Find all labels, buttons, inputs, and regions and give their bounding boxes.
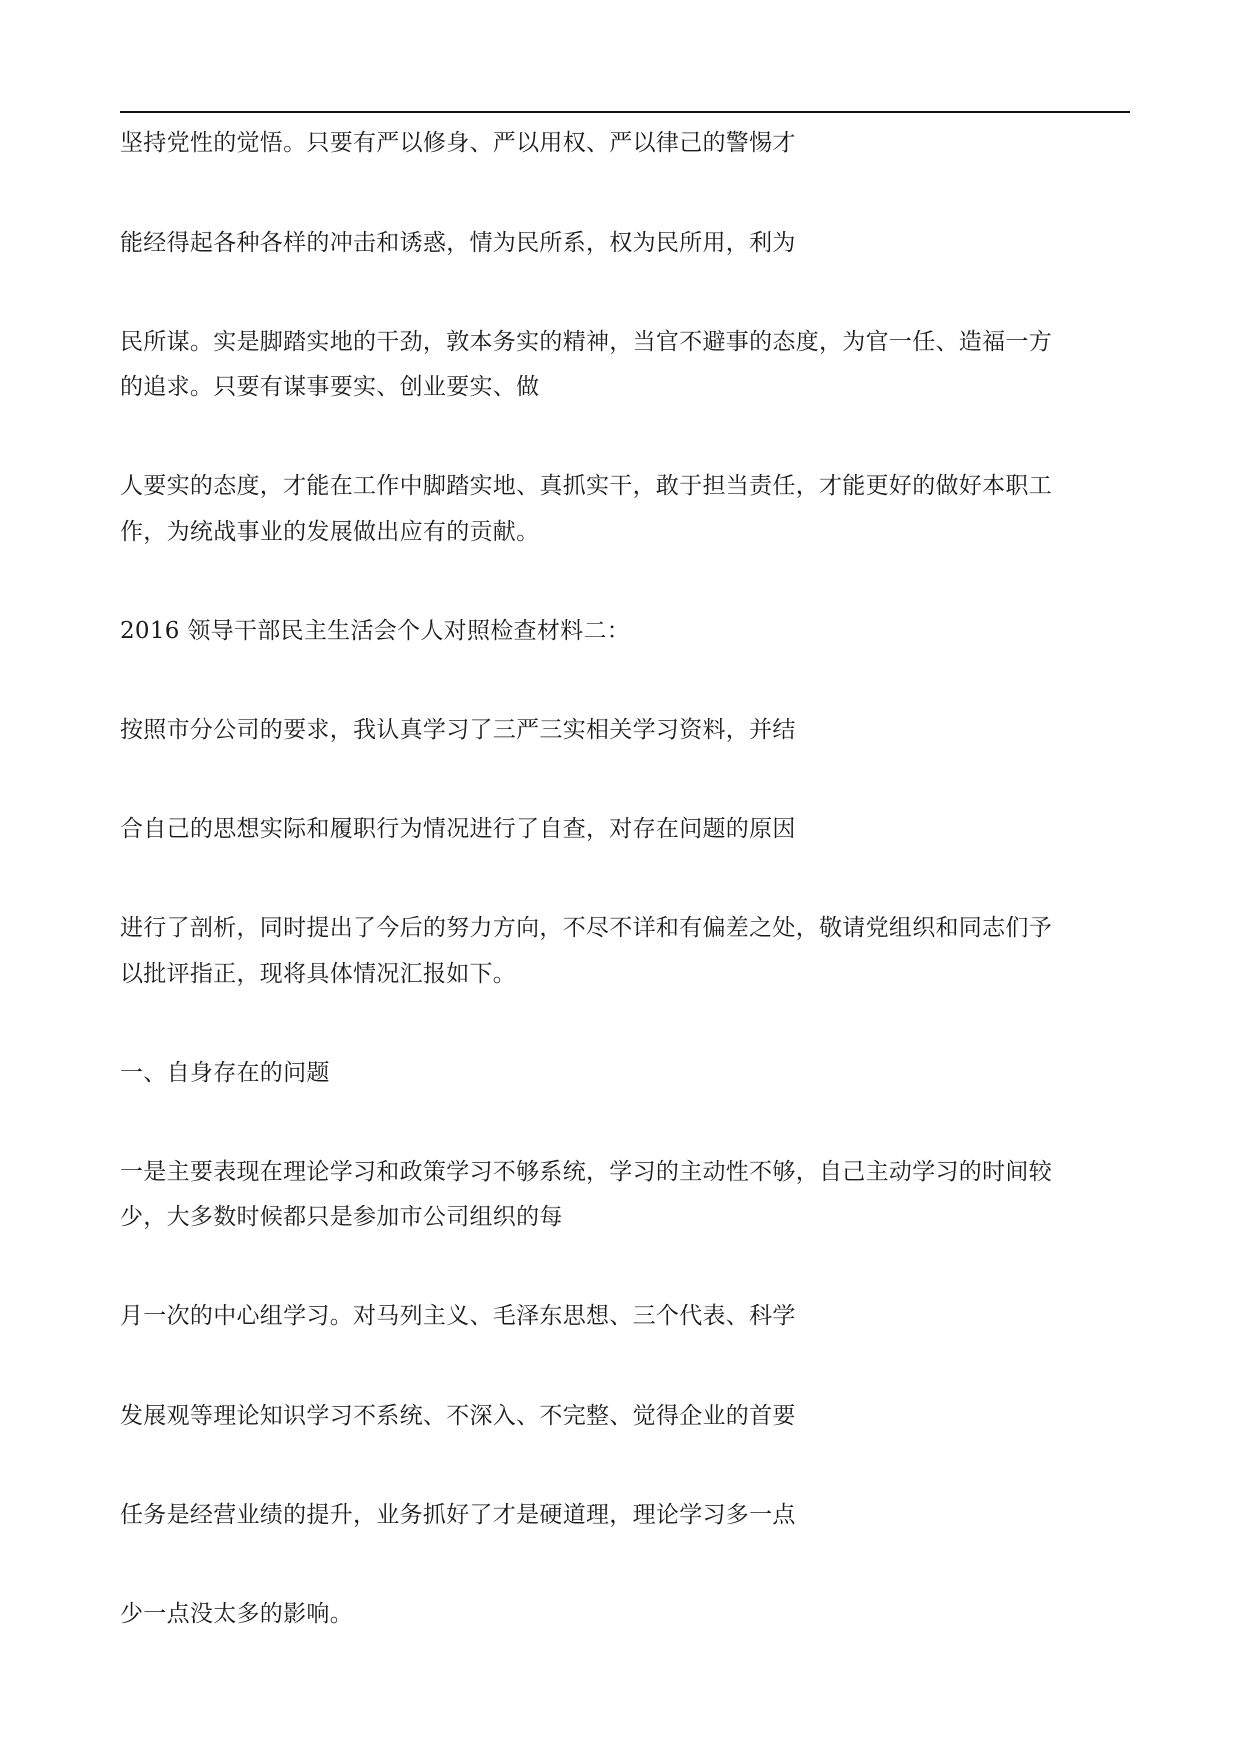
- section-heading: 一、自身存在的问题: [120, 1060, 330, 1086]
- text-line: 以批评指正，现将具体情况汇报如下。: [120, 961, 517, 987]
- text-line: 合自己的思想实际和履职行为情况进行了自查，对存在问题的原因: [120, 816, 796, 842]
- text-line: 能经得起各种各样的冲击和诱惑，情为民所系，权为民所用，利为: [120, 230, 796, 256]
- text-line: 坚持党性的觉悟。只要有严以修身、严以用权、严以律己的警惕才: [120, 130, 796, 156]
- text-line: 作，为统战事业的发展做出应有的贡献。: [120, 519, 540, 545]
- text-line: 少，大多数时候都只是参加市公司组织的每: [120, 1204, 563, 1230]
- section-heading: 2016 领导干部民主生活会个人对照检查材料二：: [120, 618, 631, 644]
- text-line: 少一点没太多的影响。: [120, 1601, 353, 1627]
- text-line: 月一次的中心组学习。对马列主义、毛泽东思想、三个代表、科学: [120, 1303, 796, 1329]
- text-line: 人要实的态度，才能在工作中脚踏实地、真抓实干，敢于担当责任，才能更好的做好本职工: [120, 473, 1052, 499]
- text-line: 进行了剖析，同时提出了今后的努力方向，不尽不详和有偏差之处，敬请党组织和同志们予: [120, 915, 1052, 941]
- header-rule: [120, 111, 1130, 113]
- text-line: 按照市分公司的要求，我认真学习了三严三实相关学习资料，并结: [120, 717, 796, 743]
- text-line: 任务是经营业绩的提升，业务抓好了才是硬道理，理论学习多一点: [120, 1502, 796, 1528]
- text-line: 发展观等理论知识学习不系统、不深入、不完整、觉得企业的首要: [120, 1403, 796, 1429]
- text-line: 民所谋。实是脚踏实地的干劲，敦本务实的精神，当官不避事的态度，为官一任、造福一方: [120, 329, 1052, 355]
- text-line: 一是主要表现在理论学习和政策学习不够系统，学习的主动性不够，自己主动学习的时间较: [120, 1159, 1052, 1185]
- text-line: 的追求。只要有谋事要实、创业要实、做: [120, 374, 540, 400]
